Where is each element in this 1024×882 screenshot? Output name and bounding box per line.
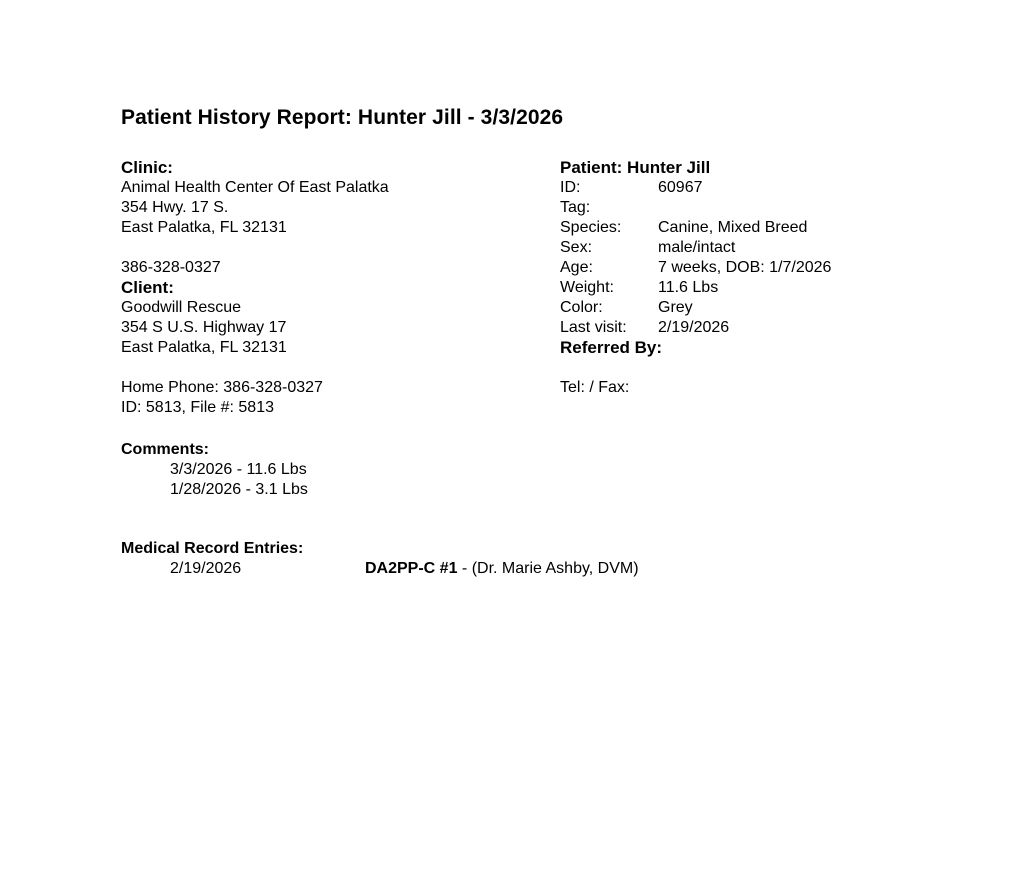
- patient-field-color: [560, 298, 980, 318]
- field-value: 2/19/2026: [658, 319, 730, 336]
- clinic-address-line-2: East Palatka, FL 32131: [121, 219, 287, 236]
- field-label: Weight:: [560, 279, 614, 296]
- patient-column: [560, 158, 980, 398]
- patient-field-tag: [560, 198, 980, 218]
- field-label: Age:: [560, 259, 593, 276]
- client-ids: ID: 5813, File #: 5813: [121, 399, 274, 416]
- referred-by-heading: Referred By:: [560, 338, 663, 357]
- patient-field-id: [560, 178, 980, 198]
- patient-field-weight: [560, 278, 980, 298]
- client-heading: Client:: [121, 278, 174, 297]
- clinic-phone: 386-328-0327: [121, 259, 221, 276]
- field-label: Last visit:: [560, 319, 627, 336]
- record-description: [365, 559, 639, 579]
- clinic-client-column: [121, 158, 541, 418]
- medical-record-row: [121, 559, 639, 579]
- patient-heading: Patient: Hunter Jill: [560, 158, 711, 177]
- field-value: 60967: [658, 179, 703, 196]
- field-value: male/intact: [658, 239, 736, 256]
- field-value: Grey: [658, 299, 693, 316]
- comment-entry: 3/3/2026 - 11.6 Lbs: [170, 461, 307, 478]
- field-label: Sex:: [560, 239, 593, 256]
- field-label: ID:: [560, 179, 581, 196]
- comment-entry: 1/28/2026 - 3.1 Lbs: [170, 481, 308, 498]
- spacer: [560, 358, 980, 378]
- record-date: 2/19/2026: [170, 560, 242, 577]
- report-title: Patient History Report: Hunter Jill - 3/3/2026: [121, 106, 564, 129]
- client-address-line-1: 354 S U.S. Highway 17: [121, 319, 287, 336]
- clinic-heading: Clinic:: [121, 158, 173, 177]
- field-label: Tag:: [560, 199, 591, 216]
- client-name: Goodwill Rescue: [121, 299, 242, 316]
- record-code: DA2PP-C #1: [365, 560, 458, 577]
- field-label: Species:: [560, 219, 622, 236]
- referred-contact: Tel: / Fax:: [560, 379, 630, 396]
- field-value: 11.6 Lbs: [658, 279, 719, 296]
- client-address-line-2: East Palatka, FL 32131: [121, 339, 287, 356]
- patient-field-age: [560, 258, 980, 278]
- clinic-name: Animal Health Center Of East Palatka: [121, 179, 389, 196]
- record-detail: - (Dr. Marie Ashby, DVM): [457, 560, 639, 577]
- field-value: Canine, Mixed Breed: [658, 219, 808, 236]
- client-home-phone: Home Phone: 386-328-0327: [121, 379, 323, 396]
- comments-section: [121, 440, 308, 500]
- medical-records-section: [121, 539, 639, 579]
- field-value: 7 weeks, DOB: 1/7/2026: [658, 259, 832, 276]
- spacer: [121, 238, 541, 258]
- comments-heading: Comments:: [121, 441, 210, 458]
- patient-field-sex: [560, 238, 980, 258]
- patient-field-species: [560, 218, 980, 238]
- spacer: [121, 358, 541, 378]
- field-label: Color:: [560, 299, 603, 316]
- clinic-address-line-1: 354 Hwy. 17 S.: [121, 199, 229, 216]
- medical-records-heading: Medical Record Entries:: [121, 540, 304, 557]
- patient-field-last-visit: [560, 318, 980, 338]
- field-value: [658, 198, 980, 218]
